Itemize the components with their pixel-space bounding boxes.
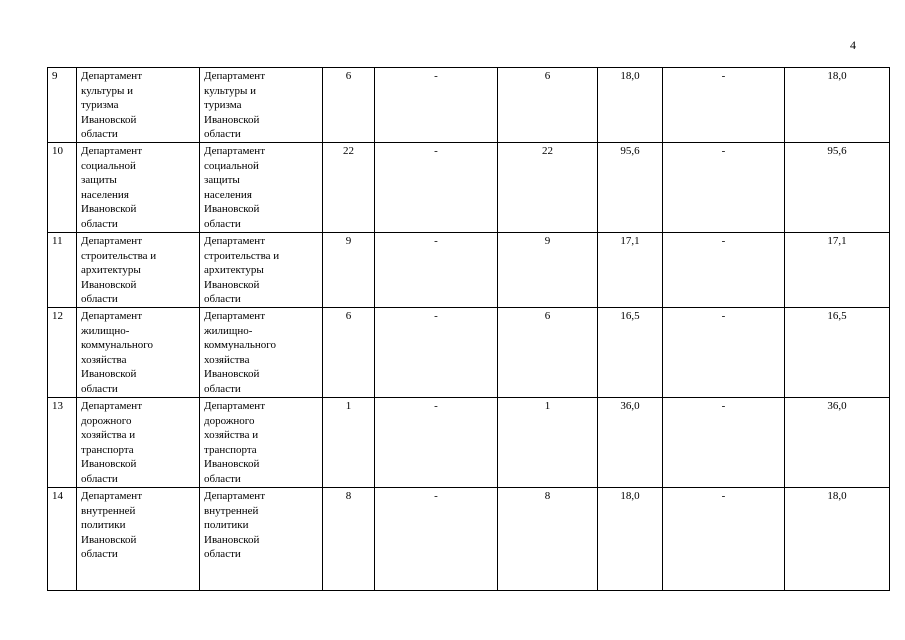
value-cell: 1 <box>323 398 375 488</box>
table-row <box>48 488 890 591</box>
value-cell: 17,1 <box>598 233 663 308</box>
row-number-cell: 12 <box>48 308 77 398</box>
value-cell: - <box>663 488 785 591</box>
agency-name: Департамент строительства и архитектуры Ивановской области <box>204 235 280 306</box>
table-row <box>48 143 890 233</box>
value-cell: 1 <box>498 398 598 488</box>
value-cell: - <box>375 233 498 308</box>
department-name-cell <box>77 143 200 233</box>
department-name: Департамент жилищно- коммунального хозяйства Ивановской области <box>81 310 153 395</box>
agency-name: Департамент внутренней политики Ивановской области <box>204 490 266 561</box>
page-number: 4 <box>850 38 856 52</box>
agency-name: Департамент культуры и туризма Ивановской области <box>204 70 266 141</box>
agency-name-cell <box>200 488 323 591</box>
table-row <box>48 233 890 308</box>
department-name-cell <box>77 398 200 488</box>
row-number-cell: 9 <box>48 68 77 143</box>
value-cell: 16,5 <box>598 308 663 398</box>
value-cell: - <box>375 68 498 143</box>
value-cell: 36,0 <box>598 398 663 488</box>
agency-name-cell <box>200 398 323 488</box>
department-name: Департамент социальной защиты населения Ивановской области <box>81 145 143 230</box>
value-cell: 9 <box>498 233 598 308</box>
table-row <box>48 308 890 398</box>
value-cell: 9 <box>323 233 375 308</box>
department-name: Департамент строительства и архитектуры Ивановской области <box>81 235 157 306</box>
value-cell: 95,6 <box>785 143 890 233</box>
agency-name: Департамент жилищно- коммунального хозяйства Ивановской области <box>204 310 276 395</box>
value-cell: 8 <box>498 488 598 591</box>
value-cell: - <box>375 143 498 233</box>
value-cell: 18,0 <box>598 488 663 591</box>
value-cell: - <box>375 398 498 488</box>
value-cell: - <box>375 488 498 591</box>
value-cell: 22 <box>323 143 375 233</box>
value-cell: 22 <box>498 143 598 233</box>
department-name-cell <box>77 68 200 143</box>
value-cell: 18,0 <box>785 488 890 591</box>
value-cell: - <box>663 233 785 308</box>
value-cell: 18,0 <box>598 68 663 143</box>
value-cell: 17,1 <box>785 233 890 308</box>
value-cell: 6 <box>323 308 375 398</box>
department-name-cell <box>77 233 200 308</box>
agency-name-cell <box>200 68 323 143</box>
department-name-cell <box>77 308 200 398</box>
department-name: Департамент культуры и туризма Ивановской области <box>81 70 143 141</box>
agency-name-cell <box>200 143 323 233</box>
agency-name-cell <box>200 233 323 308</box>
value-cell: 6 <box>323 68 375 143</box>
value-cell: 95,6 <box>598 143 663 233</box>
value-cell: - <box>663 398 785 488</box>
row-number-cell: 10 <box>48 143 77 233</box>
budget-table <box>47 67 890 591</box>
table-row <box>48 398 890 488</box>
value-cell: - <box>375 308 498 398</box>
row-number-cell: 11 <box>48 233 77 308</box>
value-cell: - <box>663 308 785 398</box>
agency-name: Департамент дорожного хозяйства и транспорта Ивановской области <box>204 400 266 485</box>
value-cell: 16,5 <box>785 308 890 398</box>
department-name-cell <box>77 488 200 591</box>
value-cell: 36,0 <box>785 398 890 488</box>
value-cell: 6 <box>498 68 598 143</box>
table-row <box>48 68 890 143</box>
value-cell: 6 <box>498 308 598 398</box>
value-cell: 8 <box>323 488 375 591</box>
department-name: Департамент внутренней политики Ивановской области <box>81 490 143 561</box>
row-number-cell: 13 <box>48 398 77 488</box>
agency-name: Департамент социальной защиты населения Ивановской области <box>204 145 266 230</box>
department-name: Департамент дорожного хозяйства и транспорта Ивановской области <box>81 400 143 485</box>
value-cell: 18,0 <box>785 68 890 143</box>
agency-name-cell <box>200 308 323 398</box>
row-number-cell: 14 <box>48 488 77 591</box>
value-cell: - <box>663 68 785 143</box>
value-cell: - <box>663 143 785 233</box>
